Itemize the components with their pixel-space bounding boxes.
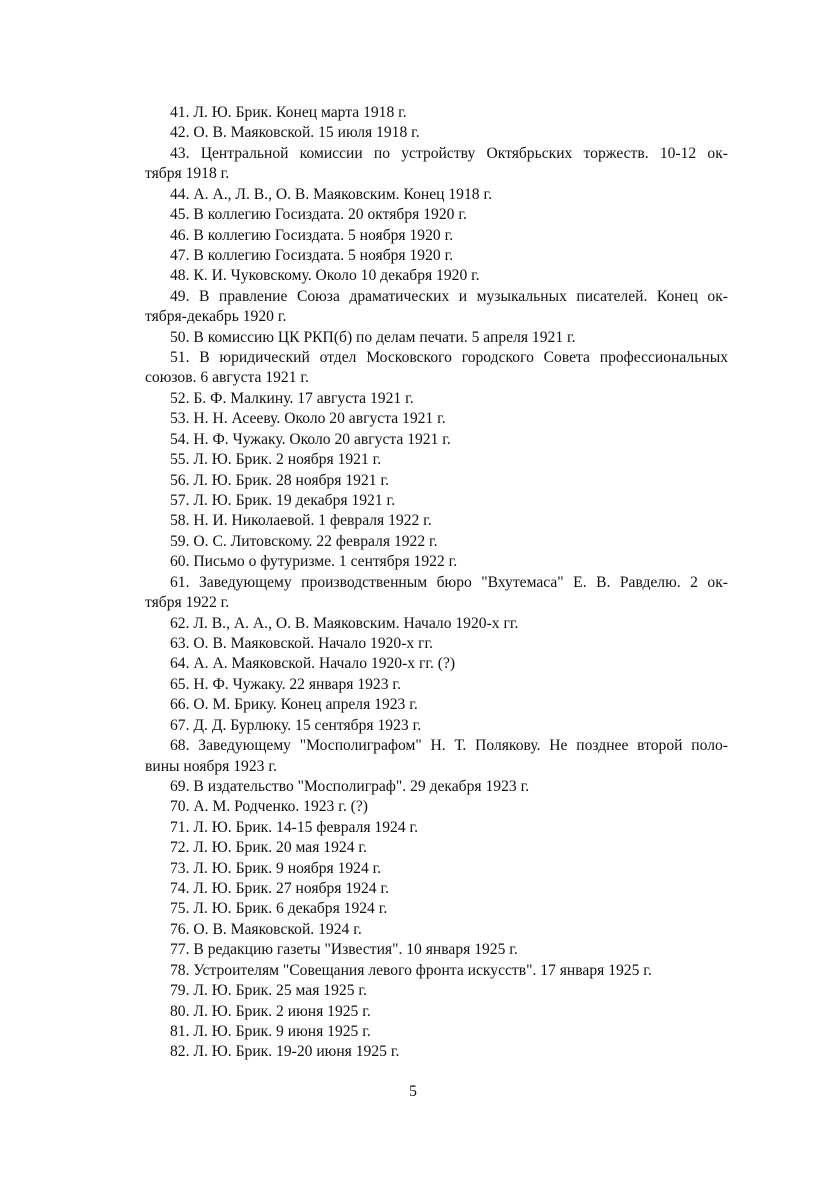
entry-line: 50. В комиссию ЦК РКП(б) по делам печати. 5 апреля 1921 г. xyxy=(170,328,576,346)
entry-line: 42. О. В. Маяковской. 15 июля 1918 г. xyxy=(170,124,420,142)
entry-line: 52. Б. Ф. Малкину. 17 августа 1921 г. xyxy=(170,389,414,407)
list-item xyxy=(145,716,728,736)
entry-line: 80. Л. Ю. Брик. 2 июня 1925 г. xyxy=(170,1002,371,1020)
list-item xyxy=(145,348,728,389)
list-item xyxy=(145,981,728,1001)
entry-line: 74. Л. Ю. Брик. 27 ноября 1924 г. xyxy=(170,880,389,898)
list-item xyxy=(145,654,728,674)
entry-line: 58. Н. И. Николаевой. 1 февраля 1922 г. xyxy=(170,512,432,530)
entry-line: 56. Л. Ю. Брик. 28 ноября 1921 г. xyxy=(170,471,389,489)
list-item xyxy=(145,185,728,205)
entry-line: 47. В коллегию Госиздата. 5 ноября 1920 г. xyxy=(170,246,454,264)
entry-line: 72. Л. Ю. Брик. 20 мая 1924 г. xyxy=(170,839,367,857)
entry-line: 79. Л. Ю. Брик. 25 мая 1925 г. xyxy=(170,982,367,1000)
list-item xyxy=(145,532,728,552)
list-item xyxy=(145,777,728,797)
list-item xyxy=(145,961,728,981)
list-item xyxy=(145,1002,728,1022)
entry-line: 49. В правление Союза драматических и музыкальных писателей. Конец ок- xyxy=(170,287,728,305)
list-item xyxy=(145,450,728,470)
list-item xyxy=(145,266,728,286)
list-item xyxy=(145,573,728,614)
list-item xyxy=(145,675,728,695)
entry-line: 62. Л. В., А. А., О. В. Маяковским. Начало 1920-х гг. xyxy=(170,614,519,632)
list-item xyxy=(145,328,728,348)
letters-list xyxy=(145,103,728,1063)
entry-line: 43. Центральной комиссии по устройству Октябрьских торжеств. 10-12 ок- xyxy=(170,144,728,162)
entry-line: 64. А. А. Маяковской. Начало 1920-х гг. (?) xyxy=(170,655,456,673)
list-item xyxy=(145,920,728,940)
list-item xyxy=(145,389,728,409)
list-item xyxy=(145,859,728,879)
entry-line: 73. Л. Ю. Брик. 9 ноября 1924 г. xyxy=(170,859,382,877)
entry-line: 57. Л. Ю. Брик. 19 декабря 1921 г. xyxy=(170,492,396,510)
entry-line: 53. Н. Н. Асееву. Около 20 августа 1921 г. xyxy=(170,410,446,428)
entry-line: 45. В коллегию Госиздата. 20 октября 1920 г. xyxy=(170,206,467,224)
entry-continuation-line: тября-декабрь 1920 г. xyxy=(145,308,287,326)
page-number: 5 xyxy=(409,1083,417,1100)
list-item xyxy=(145,123,728,143)
entry-line: 77. В редакцию газеты "Известия". 10 января 1925 г. xyxy=(170,941,518,959)
list-item xyxy=(145,287,728,328)
list-item xyxy=(145,838,728,858)
entry-line: 69. В издательство "Мосполиграф". 29 декабря 1923 г. xyxy=(170,777,530,795)
list-item xyxy=(145,899,728,919)
list-item xyxy=(145,879,728,899)
list-item xyxy=(145,940,728,960)
entry-line: 51. В юридический отдел Московского городского Совета профессиональных xyxy=(170,349,728,367)
list-item xyxy=(145,246,728,266)
entry-line: 61. Заведующему производственным бюро "Вхутемаса" Е. В. Равделю. 2 ок- xyxy=(170,573,728,591)
entry-line: 76. О. В. Маяковской. 1924 г. xyxy=(170,920,362,938)
list-item xyxy=(145,511,728,531)
list-item xyxy=(145,736,728,777)
list-item xyxy=(145,634,728,654)
entry-line: 55. Л. Ю. Брик. 2 ноября 1921 г. xyxy=(170,451,382,469)
entry-line: 66. О. М. Брику. Конец апреля 1923 г. xyxy=(170,696,418,714)
entry-line: 70. А. М. Родченко. 1923 г. (?) xyxy=(170,798,368,816)
entry-line: 48. К. И. Чуковскому. Около 10 декабря 1920 г. xyxy=(170,267,480,285)
list-item xyxy=(145,226,728,246)
entry-line: 75. Л. Ю. Брик. 6 декабря 1924 г. xyxy=(170,900,388,918)
list-item xyxy=(145,1022,728,1042)
list-item xyxy=(145,797,728,817)
list-item xyxy=(145,614,728,634)
entry-line: 59. О. С. Литовскому. 22 февраля 1922 г. xyxy=(170,532,438,550)
entry-line: 82. Л. Ю. Брик. 19-20 июня 1925 г. xyxy=(170,1043,400,1061)
list-item xyxy=(145,205,728,225)
list-item xyxy=(145,491,728,511)
entry-line: 54. Н. Ф. Чужаку. Около 20 августа 1921 г. xyxy=(170,430,451,448)
list-item xyxy=(145,1042,728,1062)
list-item xyxy=(145,552,728,572)
list-item xyxy=(145,818,728,838)
entry-line: 44. А. А., Л. В., О. В. Маяковским. Конец 1918 г. xyxy=(170,185,493,203)
entry-line: 60. Письмо о футуризме. 1 сентября 1922 г. xyxy=(170,553,458,571)
entry-continuation-line: союзов. 6 августа 1921 г. xyxy=(145,369,309,387)
entry-line: 65. Н. Ф. Чужаку. 22 января 1923 г. xyxy=(170,675,401,693)
entry-line: 46. В коллегию Госиздата. 5 ноября 1920 г. xyxy=(170,226,454,244)
list-item xyxy=(145,103,728,123)
list-item xyxy=(145,695,728,715)
entry-line: 78. Устроителям "Совещания левого фронта искусств". 17 января 1925 г. xyxy=(170,961,652,979)
entry-line: 67. Д. Д. Бурлюку. 15 сентября 1923 г. xyxy=(170,716,422,734)
list-item xyxy=(145,144,728,185)
entry-continuation-line: тября 1918 г. xyxy=(145,165,230,183)
list-item xyxy=(145,471,728,491)
entry-line: 81. Л. Ю. Брик. 9 июня 1925 г. xyxy=(170,1022,371,1040)
entry-continuation-line: тября 1922 г. xyxy=(145,594,230,612)
entry-line: 68. Заведующему "Мосполиграфом" Н. Т. Полякову. Не позднее второй поло- xyxy=(170,737,728,755)
entry-continuation-line: вины ноября 1923 г. xyxy=(145,757,277,775)
entry-line: 71. Л. Ю. Брик. 14-15 февраля 1924 г. xyxy=(170,818,419,836)
entry-line: 41. Л. Ю. Брик. Конец марта 1918 г. xyxy=(170,104,407,121)
list-item xyxy=(145,430,728,450)
entry-line: 63. О. В. Маяковской. Начало 1920-х гг. xyxy=(170,634,434,652)
list-item xyxy=(145,409,728,429)
